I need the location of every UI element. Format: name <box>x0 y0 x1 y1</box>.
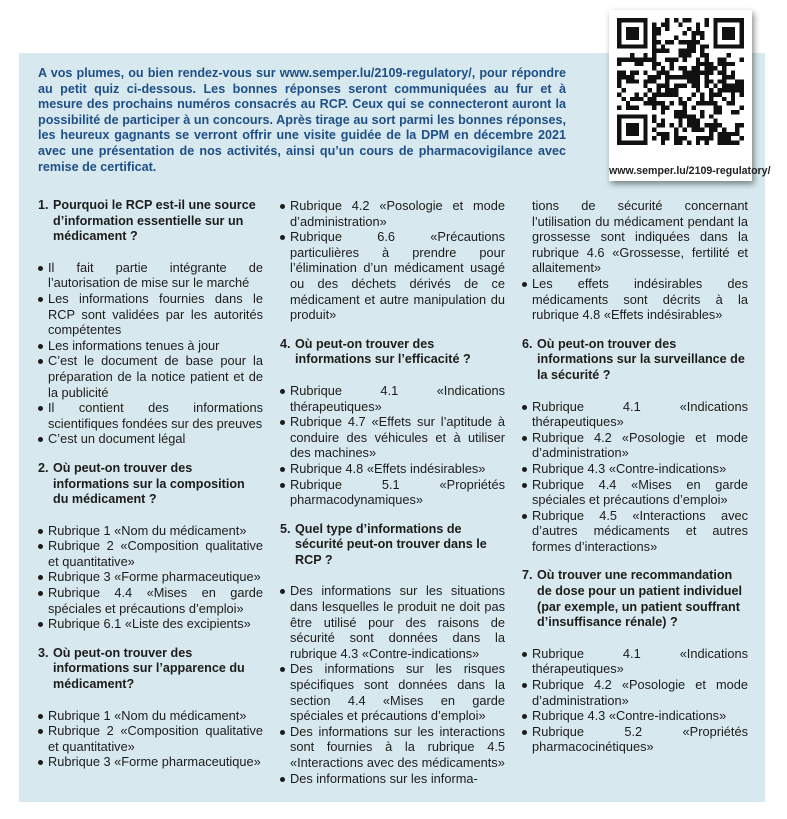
question-6-title: 6. Où peut-on trouver des informations sur la surveillance de la sécurité ? <box>522 336 745 382</box>
answer-option: Rubrique 4.1 «Indications thérapeutiques» <box>522 646 748 677</box>
question-7-title: 7. Où trouver une recommandation de dose pour un patient individuel (par exemple, un patient souffrant d’insuffisance rénale) ? <box>522 568 743 630</box>
qr-code-icon <box>617 18 744 145</box>
answer-option: Rubrique 3 «Forme pharmaceutique» <box>38 754 263 770</box>
question-3-answers <box>38 708 263 770</box>
answer-option: Des informations sur les informa- <box>280 771 505 787</box>
question-2-title: 2. Où peut-on trouver des informations sur la composition du médicament ? <box>38 460 245 507</box>
question-4-answers <box>280 383 505 508</box>
answer-option: Rubrique 4.8 «Effets indésirables» <box>280 461 505 477</box>
qr-code-card[interactable] <box>609 10 771 181</box>
answer-option: Il contient des informations scientifiques fondées sur des preuves <box>38 400 263 431</box>
answer-option: Rubrique 4.2 «Posologie et mode d’administration» <box>522 430 748 461</box>
answer-option: Rubrique 4.3 «Contre-indications» <box>522 708 748 724</box>
question-4-title: 4. Où peut-on trouver des informations sur l’efficacité ? <box>280 336 471 367</box>
answer-option: Les effets indésirables des médicaments sont décrits à la rubrique 4.8 «Effets indésirables» <box>522 276 748 323</box>
answer-option: Des informations sur les situations dans lesquelles le produit ne doit pas être utilisé pour des raisons de sécurité sont données dans la rubrique 4.3 «Contre-indications» <box>280 583 505 661</box>
answer-option: Rubrique 1 «Nom du médicament» <box>38 708 263 724</box>
answer-option: Rubrique 1 «Nom du médicament» <box>38 523 263 539</box>
answer-option: Rubrique 2 «Composition qualitative et quantitative» <box>38 538 263 569</box>
answer-option: Les informations fournies dans le RCP sont validées par les autorités compétentes <box>38 291 263 338</box>
answer-option: C’est un document légal <box>38 431 263 447</box>
answer-option: Rubrique 4.2 «Posologie et mode d’administration» <box>522 677 748 708</box>
answer-option: Rubrique 6.6 «Précautions particulières à prendre pour l’élimination d’un médicament usagé ou des déchets dérivés de ce médicament et autre manipulation du produit» <box>280 229 505 323</box>
answer-option: Des informations sur les interactions sont fournies à la rubrique 4.5 «Interactions avec des médicaments» <box>280 724 505 771</box>
question-2-answers <box>38 523 263 632</box>
answer-option: Rubrique 2 «Composition qualitative et quantitative» <box>38 723 263 754</box>
question-5-answers <box>280 583 505 786</box>
answer-option: C’est le document de base pour la préparation de la notice patient et de la publicité <box>38 353 263 400</box>
answer-option: Des informations sur les risques spécifiques sont données dans la section 4.4 «Mises en garde spéciales et précautions d’emploi» <box>280 661 505 723</box>
question-1-answers <box>38 260 263 447</box>
intro-paragraph: A vos plumes, ou bien rendez-vous sur www.semper.lu/2109-regulatory/, pour répondre au petit quiz ci-dessous. Les bonnes réponses seront communiquées au fur et à mesure des prochains numéros consacrés au RCP. Ceux qui se connecteront auront la possibilité de participer à un concours. Après tirage au sort parmi les bonnes réponses, les heureux gagnants se verront offrir une visite guidée de la DPM en décembre 2021 avec une présentation de nos activités, ainsi qu’un cours de pharmacovigilance avec remise de certificat. <box>38 66 566 174</box>
answer-option: Rubrique 4.4 «Mises en garde spéciales et précautions d’emploi» <box>522 477 748 508</box>
answer-option: Il fait partie intégrante de l’autorisation de mise sur le marché <box>38 260 263 291</box>
answer-option: Rubrique 4.1 «Indications thérapeutiques» <box>280 383 505 414</box>
question-1-title: 1. Pourquoi le RCP est-il une source d’information essentielle sur un médicament ? <box>38 198 256 244</box>
column-3 <box>522 198 748 769</box>
answer-option: Rubrique 4.4 «Mises en garde spéciales et précautions d’emploi» <box>38 585 263 616</box>
answer-option: Rubrique 4.3 «Contre-indications» <box>522 461 748 477</box>
question-7-answers <box>522 646 748 755</box>
question-5-answers-continued <box>522 198 748 323</box>
question-6-answers <box>522 399 748 555</box>
question-5-title: 5. Quel type d’informations de sécurité peut-on trouver dans le RCP ? <box>280 521 487 567</box>
question-3-title: 3. Où peut-on trouver des informations sur l’apparence du médicament? <box>38 645 245 692</box>
column-1 <box>38 198 263 784</box>
answer-option: Rubrique 6.1 «Liste des excipients» <box>38 616 263 632</box>
question-3-answers-continued <box>280 198 505 323</box>
answer-option: Rubrique 4.2 «Posologie et mode d’administration» <box>280 198 505 229</box>
answer-option: Rubrique 5.1 «Propriétés pharmacodynamiques» <box>280 477 505 508</box>
answer-option: Rubrique 3 «Forme pharmaceutique» <box>38 569 263 585</box>
answer-option: Rubrique 4.5 «Interactions avec d’autres médicaments et autres formes d’interactions» <box>522 508 748 555</box>
qr-caption: www.semper.lu/2109-regulatory/ <box>609 165 771 177</box>
answer-option: Rubrique 4.1 «Indications thérapeutiques» <box>522 399 748 430</box>
column-2 <box>280 198 505 800</box>
answer-option-continued: tions de sécurité concernant l’utilisation du médicament pendant la grossesse sont indiquées dans la rubrique 4.6 «Grossesse, fertilité et allaitement» <box>532 198 748 276</box>
answer-option: Les informations tenues à jour <box>38 338 263 354</box>
answer-option: Rubrique 5.2 «Propriétés pharmacocinétiques» <box>522 724 748 755</box>
answer-option: Rubrique 4.7 «Effets sur l’aptitude à conduire des véhicules et à utiliser des machines» <box>280 414 505 461</box>
